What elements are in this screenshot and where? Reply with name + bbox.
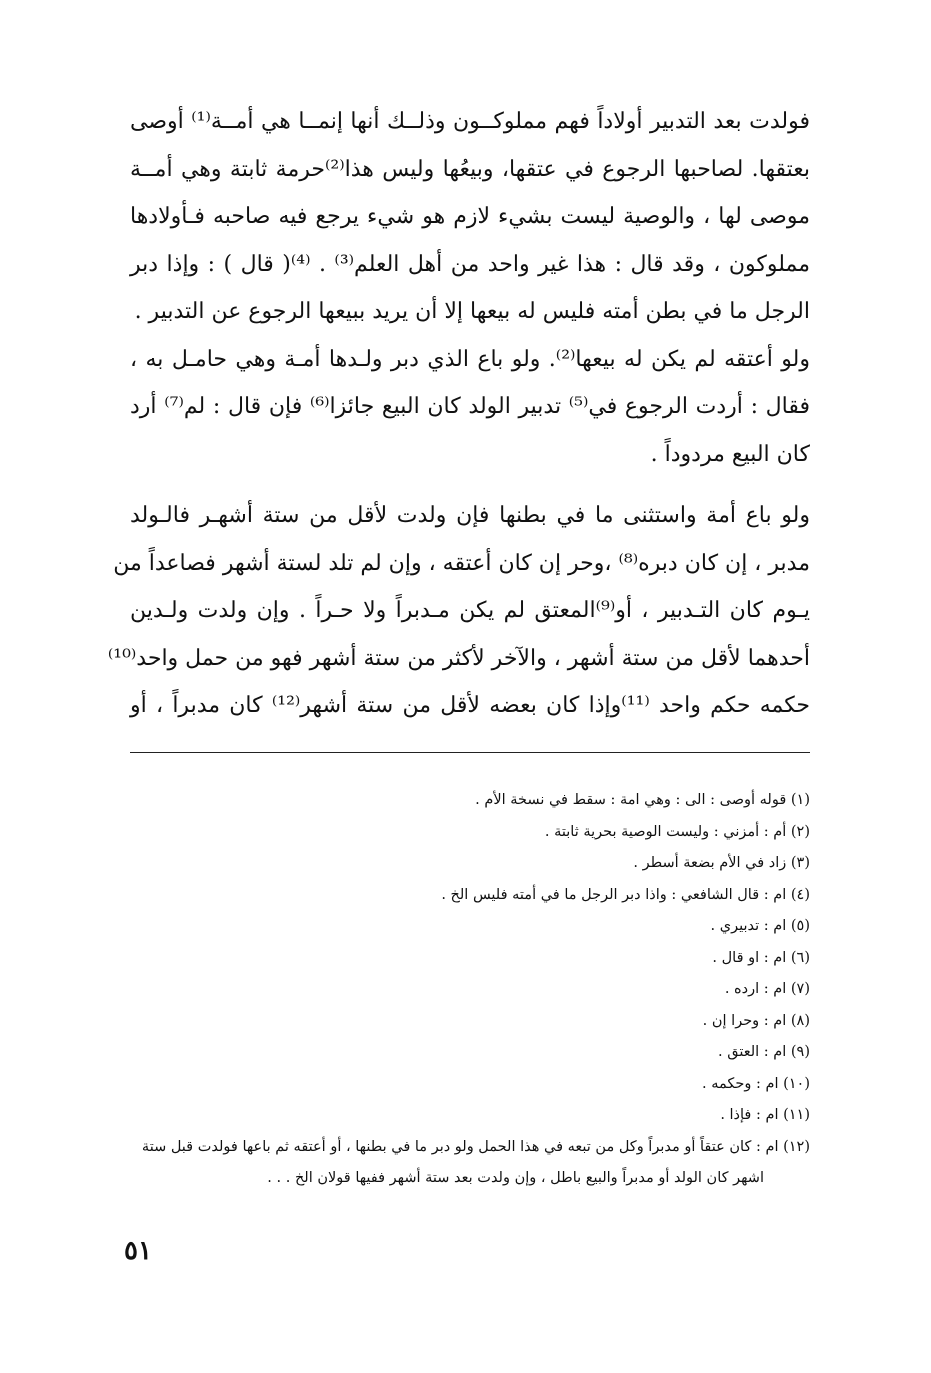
text-line: يـوم كان التـدبير ، أو⁽⁹⁾المعتق لم يكن مـدبراً ولا حـراً . وإن ولدت ولـدين xyxy=(130,598,810,623)
footnote-12: (١٢) ام : كان عتقاً أو مدبراً وكل من تبعه في هذا الحمل ولو دبر ما في بطنها ، أو أعتقه ثم باعها فولدت قبل ستة xyxy=(141,1138,810,1155)
footnotes xyxy=(130,785,810,1195)
footnote-4: (٤) ام : قال الشافعي : واذا دبر الرجل ما في أمته فليس الخ . xyxy=(441,886,810,903)
text-line: ولو باع أمة واستثنى ما في بطنها فإن ولدت لأقل من ستة أشهـر فالـولد xyxy=(130,503,810,528)
text-line: الرجل ما في بطن أمته فليس له بيعها إلا أن يريد ببيعها الرجوع عن التدبير . xyxy=(134,299,810,324)
text-line: أحدهما لأقل من ستة أشهر ، والآخر لأكثر من ستة أشهر فهو من حمل واحد⁽¹⁰⁾ xyxy=(107,645,810,671)
text-line: ولو أعتقه لم يكن له بيعها⁽²⁾. ولو باع الذي دبر ولـدها أمـة وهي حامـل به ، xyxy=(130,346,810,372)
page-number: ٥١ xyxy=(124,1236,152,1266)
footnote-12-continuation: اشهر كان الولد أو مدبراً والبيع باطل ، وإن ولدت بعد ستة أشهر ففيها قولان الخ . . . xyxy=(267,1170,764,1186)
footnote-7: (٧) ام : ارده . xyxy=(724,981,810,997)
text-line: موصى لها ، والوصية ليست بشيء لازم هو شيء يرجع فيه صاحبه فـأولادها xyxy=(130,204,810,229)
footnote-2: (٢) أم : أمزني : وليست الوصية بحرية ثابتة . xyxy=(544,823,810,840)
text-line: مملوكون ، وقد قال : هذا غير واحد من أهل العلم⁽³⁾ . ⁽⁴⁾( قال ) : وإذا دبر xyxy=(130,251,811,277)
text-line: حكمه حكم واحد ⁽¹¹⁾وإذا كان بعضه لأقل من ستة أشهر⁽¹²⁾ كان مدبراً ، أو xyxy=(130,693,810,718)
text-line: بعتقها. لصاحبها الرجوع في عتقها، وبيعُها وليس هذا⁽²⁾حرمة ثابتة وهي أمــة xyxy=(130,156,810,182)
text-line: فولدت بعد التدبير أولاداً فهم مملوكــون وذلــك أنها إنمــا هي أمــة⁽¹⁾ أوصى xyxy=(130,109,810,134)
footnote-11: (١١) ام : فإذا . xyxy=(720,1107,810,1123)
footnote-8: (٨) ام : وحرا إن . xyxy=(702,1012,810,1029)
footnote-9: (٩) ام : العتق . xyxy=(718,1044,810,1060)
footnote-divider xyxy=(130,752,810,753)
text-line: كان البيع مردوداً . xyxy=(650,441,810,467)
footnote-6: (٦) ام : او قال . xyxy=(712,949,810,966)
text-line: مدبر ، إن كان دبره⁽⁸⁾ ،وحر إن كان أعتقه ، وإن لم تلد لستة أشهر فصاعداً من xyxy=(113,550,810,576)
footnote-3: (٣) زاد في الأم بضعة أسطر . xyxy=(633,855,810,871)
footnote-5: (٥) ام : تدبيري . xyxy=(710,918,810,934)
paragraph-gap xyxy=(130,478,810,492)
footnote-10: (١٠) ام : وحكمه . xyxy=(702,1075,810,1092)
text-line: فقال : أردت الرجوع في⁽⁵⁾ تدبير الولد كان البيع جائزا⁽⁶⁾ فإن قال : لم⁽⁷⁾ أرد xyxy=(130,394,810,419)
footnote-1: (١) قوله أوصى : الى : وهي امة : سقط في نسخة الأم . xyxy=(475,792,810,808)
main-text xyxy=(107,98,811,730)
